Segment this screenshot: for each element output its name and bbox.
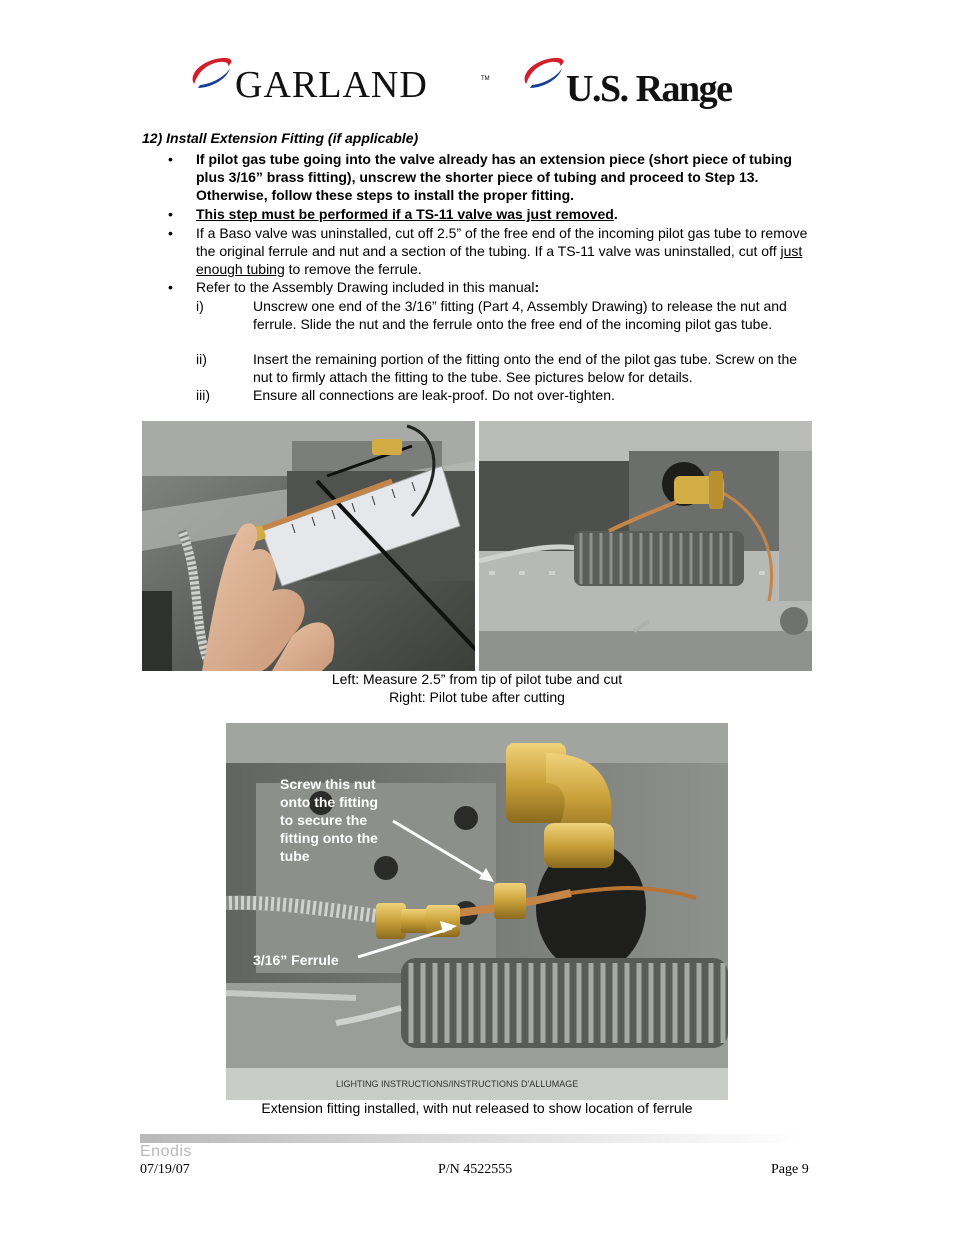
- garland-logo-text: GARLAND: [235, 64, 428, 106]
- bullet-dot: •: [168, 279, 173, 295]
- bullet-dot: •: [168, 225, 173, 241]
- section-title: 12) Install Extension Fitting (if applicable): [142, 130, 419, 146]
- footer-page-number: Page 9: [771, 1162, 809, 1177]
- footer-part-number: P/N 4522555: [438, 1162, 513, 1177]
- step-number: iii): [196, 387, 210, 403]
- bullet-cut-tubing: [196, 224, 816, 278]
- annotation-screw-nut: Screw this nut onto the fitting to secure the fitting onto the tube: [280, 776, 378, 864]
- lighting-instructions-plate: LIGHTING INSTRUCTIONS/INSTRUCTIONS D'ALLUMAGE: [336, 1079, 579, 1089]
- us-range-logo-swoosh-icon: [520, 52, 568, 92]
- photo-caption-right: Right: Pilot tube after cutting: [389, 689, 565, 705]
- step-text: Ensure all connections are leak-proof. Do not over-tighten.: [253, 387, 615, 403]
- cut-tubing-underlined: just enough tubing: [196, 243, 803, 277]
- assembly-drawing-colon: :: [534, 279, 540, 295]
- step-number: ii): [196, 351, 207, 367]
- cut-tubing-text-2: to remove the ferrule.: [284, 261, 422, 277]
- ts11-warning-period: .: [613, 206, 618, 222]
- bullet-assembly-drawing: [196, 278, 816, 296]
- photo-measure-pilot-tube: [142, 421, 475, 671]
- footer-divider: [140, 1134, 804, 1143]
- bullet-ts11-warning: [196, 205, 816, 223]
- bullet-existing-extension: If pilot gas tube going into the valve already has an extension piece (short piece of tubing plus 3/16” brass fitting), unscrew the shorter piece of tubing and proceed to Step 13. Otherwise, follow these steps to install the proper fitting.: [196, 151, 792, 203]
- photo-pilot-tube-cut: [479, 421, 812, 671]
- trademark-mark: TM: [481, 76, 490, 82]
- step-number: i): [196, 298, 204, 314]
- garland-logo-swoosh-icon: [188, 52, 236, 92]
- cut-tubing-text-1: If a Baso valve was uninstalled, cut off 2.5” of the free end of the incoming pilot gas tube to remove the original ferrule and nut and a section of the tubing. If a TS-11 valve was uninstalled, cut off: [196, 225, 808, 259]
- bullet-dot: •: [168, 206, 173, 222]
- annotation-ferrule: 3/16” Ferrule: [253, 952, 339, 968]
- photo-caption-left: Left: Measure 2.5” from tip of pilot tube and cut: [331, 671, 623, 687]
- ts11-warning-underlined: This step must be performed if a TS-11 valve was just removed: [196, 206, 614, 222]
- footer-date: 07/19/07: [140, 1162, 190, 1177]
- assembly-drawing-text: Refer to the Assembly Drawing included in this manual: [196, 279, 535, 295]
- step-text: Unscrew one end of the 3/16” fitting (Part 4, Assembly Drawing) to release the nut and ferrule. Slide the nut and the ferrule onto the free end of the incoming pilot gas tube.: [253, 298, 787, 332]
- photo-caption-installed: Extension fitting installed, with nut released to show location of ferrule: [261, 1100, 693, 1116]
- step-text: Insert the remaining portion of the fitting onto the end of the pilot gas tube. Screw on the nut to firmly attach the fitting to the tube. See pictures below for details.: [253, 351, 798, 385]
- enodis-logo: Enodis: [140, 1143, 192, 1160]
- us-range-logo-text: U.S. Range: [566, 68, 732, 110]
- bullet-dot: •: [168, 151, 173, 167]
